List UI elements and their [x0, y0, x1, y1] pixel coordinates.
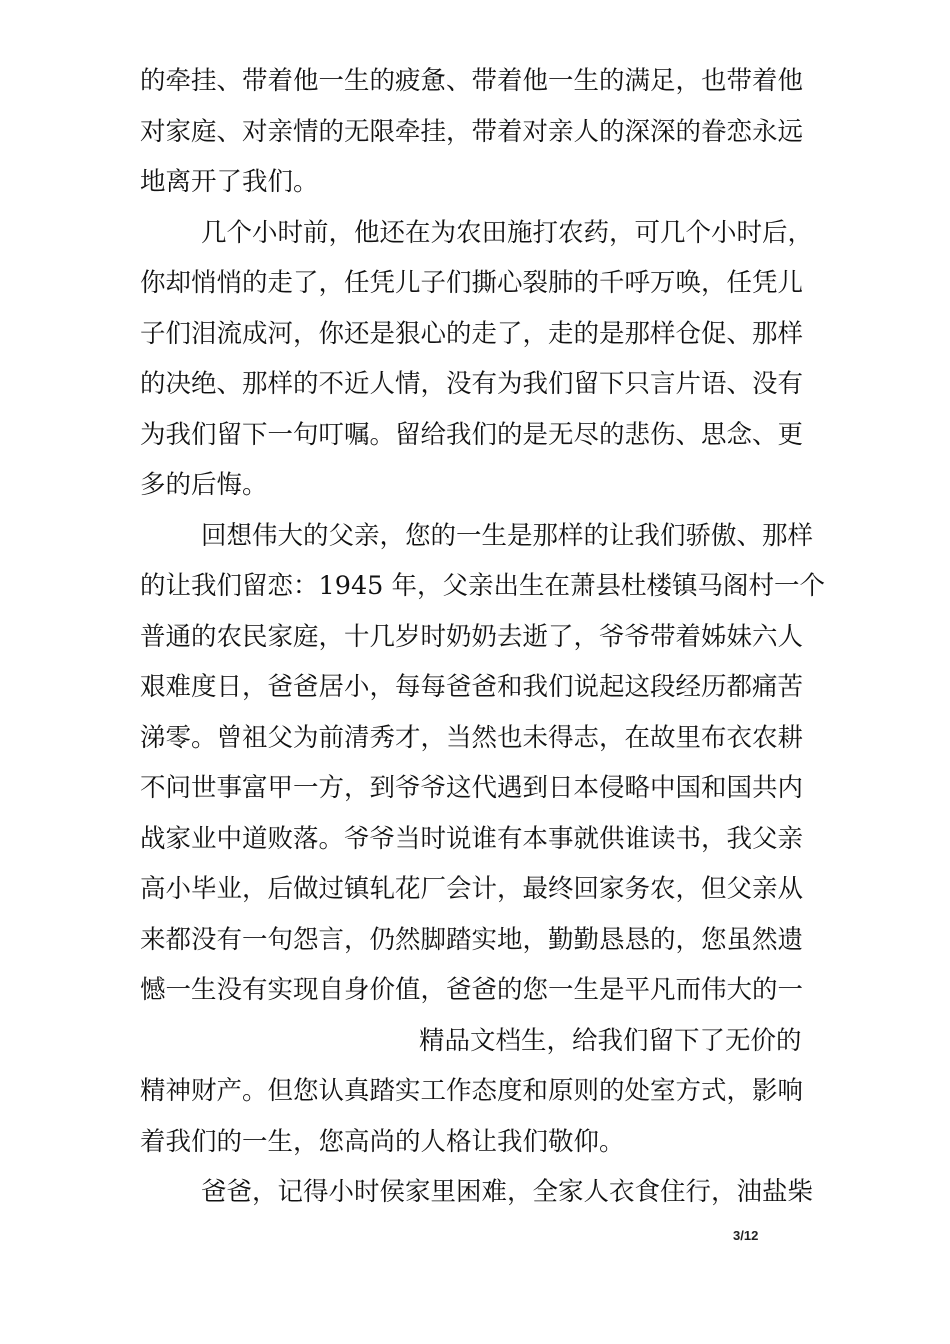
p3-line-4: 艰难度日，爸爸居小，每每爸爸和我们说起这段经历都痛苦	[140, 672, 804, 702]
p2-line-4: 的决绝、那样的不近人情，没有为我们留下只言片语、没有	[140, 369, 804, 399]
p3-line-9: 来都没有一句怨言，仍然脚踏实地，勤勤恳恳的，您虽然遗	[140, 924, 804, 955]
p1-line-3: 地离开了我们。	[140, 167, 319, 197]
p1-line-1: 的牵挂、带着他一生的疲惫、带着他一生的满足，也带着他	[140, 66, 804, 96]
p3-line-3: 普通的农民家庭，十几岁时奶奶去逝了，爷爷带着姊妹六人	[140, 621, 804, 652]
p3-line-8: 高小毕业，后做过镇轧花厂会计，最终回家务农，但父亲从	[140, 874, 804, 904]
p2-line-5: 为我们留下一句叮嘱。留给我们的是无尽的悲伤、思念、更	[140, 419, 804, 450]
page-number: 3/12	[733, 1228, 759, 1243]
document-body	[140, 56, 826, 1218]
p2-line-6: 多的后悔。	[140, 470, 268, 500]
p3-line-12: 精神财产。但您认真踏实工作态度和原则的处室方式，影响	[140, 1076, 804, 1106]
p2-line-2: 你却悄悄的走了，任凭儿子们撕心裂肺的千呼万唤，任凭儿	[140, 268, 804, 298]
p3-line-2: 的让我们留恋：1945 年，父亲出生在萧县杜楼镇马阁村一个	[140, 571, 826, 601]
p3-line-1: 回想伟大的父亲，您的一生是那样的让我们骄傲、那样	[201, 520, 814, 551]
p3-line-5: 涕零。曾祖父为前清秀才，当然也未得志，在故里布衣农耕	[140, 722, 804, 753]
p3-line-7: 战家业中道败落。爷爷当时说谁有本事就供谁读书，我父亲	[140, 823, 804, 854]
p3-line-13: 着我们的一生，您高尚的人格让我们敬仰。	[140, 1126, 625, 1157]
p2-line-1: 几个小时前，他还在为农田施打农药，可几个小时后，	[201, 217, 814, 248]
p3-line-6: 不问世事富甲一方，到爷爷这代遇到日本侵略中国和国共内	[140, 773, 804, 803]
p3-line-10: 憾一生没有实现自身价值，爸爸的您一生是平凡而伟大的一	[140, 975, 804, 1005]
p3-line-11: 精品文档生，给我们留下了无价的	[419, 1025, 802, 1056]
p2-line-3: 子们泪流成河，你还是狠心的走了，走的是那样仓促、那样	[140, 318, 804, 349]
p4-line-1: 爸爸，记得小时侯家里困难，全家人衣食住行，油盐柴	[201, 1177, 814, 1207]
p1-line-2: 对家庭、对亲情的无限牵挂，带着对亲人的深深的眷恋永远	[140, 116, 804, 147]
